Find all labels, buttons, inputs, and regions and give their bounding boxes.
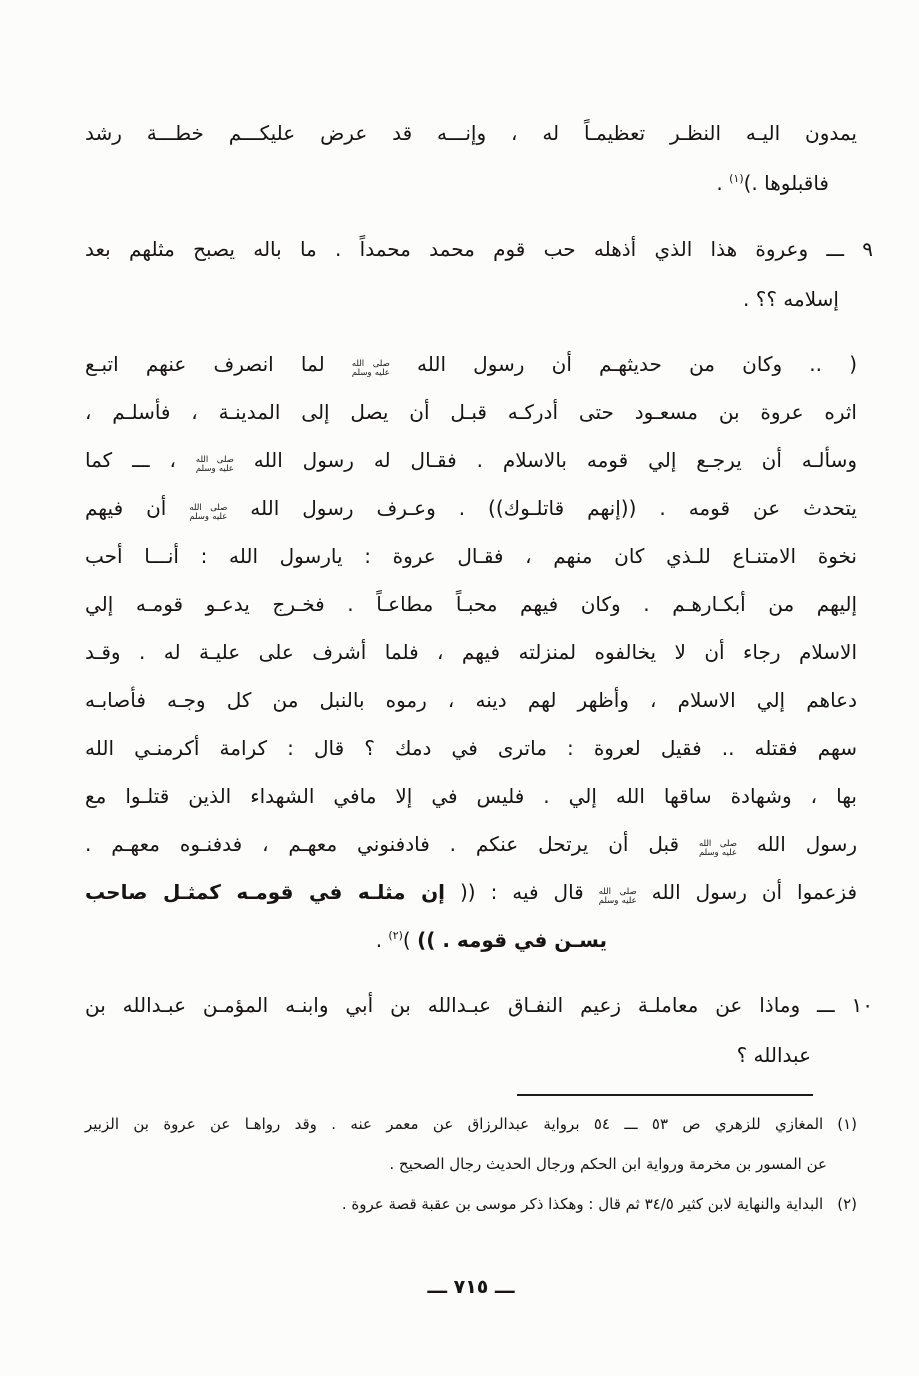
footnote-marker: (١): [837, 1115, 857, 1133]
text-line: [85, 724, 857, 772]
saw-honorific-icon: صلى الله عليه وسلم: [698, 839, 737, 858]
text-line: [85, 628, 857, 676]
text-run: قبل أن يرتحل عنكم . فادفنوني معهـم ، فدفنـوه معهـم .: [85, 832, 699, 856]
footnote-ref: (٢): [388, 929, 403, 942]
item-10: [85, 980, 873, 1080]
text-run: أن فيهم: [85, 496, 190, 520]
text-run: ( .. وكان من حديثهـم أن رسول الله: [389, 352, 857, 376]
text-run: يمدون اليـه النظـر تعظيمـاً له ، وإنـــه قد عرض عليكـــم خطـــة رشد: [85, 121, 857, 145]
saw-honorific-icon: صلى الله عليه وسلم: [351, 359, 390, 378]
item-9: [85, 224, 873, 324]
text-line: [85, 340, 857, 388]
text-run: وسألـه أن يرجـع إلي قومه بالاسلام . فقـال له رسول الله: [233, 448, 857, 472]
text-line: [85, 916, 857, 964]
text-line: [85, 980, 873, 1030]
emphasized-text: إن مثلـه في قومـه كمثـل صاحب: [85, 880, 446, 904]
text-run: يتحدث عن قومه . ((إنهم قاتلـوك)) . وعـرف رسول الله: [227, 496, 857, 520]
text-run: لما انصرف عنهم اتبـع: [85, 352, 352, 376]
text-run: بها ، وشهادة ساقها الله إلي . فليس في إلا مافي الشهداء الذين قتلـوا مع: [85, 784, 857, 808]
text-line: [85, 580, 857, 628]
footnote-separator: [517, 1094, 813, 1096]
emphasized-text: يسـن في قومه . )): [417, 928, 607, 952]
paragraph-continuation: [85, 108, 857, 208]
text-run: ): [402, 928, 418, 952]
text-run: إسلامه ؟؟ .: [743, 287, 839, 311]
footnote-list: [85, 1104, 857, 1224]
footnote-2: [85, 1184, 857, 1224]
text-line: [85, 1184, 857, 1224]
text-run: اثره عروة بن مسعـود حتى أدركـه قبـل أن يصل إلى المدينـة ، فأسلـم ،: [85, 400, 857, 424]
text-line: [85, 820, 857, 868]
footnote-ref: (١): [729, 172, 744, 185]
saw-honorific-icon: صلى الله عليه وسلم: [195, 455, 234, 474]
text-line: [85, 1104, 857, 1144]
text-line: [85, 484, 857, 532]
text-run: .: [716, 171, 730, 195]
text-run: الاسلام رجاء أن لا يخالفوه لمنزلته فيهم ، فلما أشرف على عليـة له . وقـد: [85, 640, 857, 664]
text-run: دعاهم إلي الاسلام ، وأظهر لهم دينه ، رموه بالنبل من كل وجـه فأصابـه: [85, 688, 857, 712]
text-run: قال فيه : ((: [445, 880, 599, 904]
text-line: [85, 1144, 857, 1184]
text-run: عبدالله ؟: [736, 1043, 811, 1067]
text-run: نخوة الامتنـاع للـذي كان منهم ، فقـال عروة : يارسول الله : أنـــا أحب: [85, 544, 857, 568]
text-run: سهم فقتله .. فقيل لعروة : ماترى في دمك ؟ قال : كرامة أكرمنـي الله: [85, 736, 857, 760]
saw-honorific-icon: صلى الله عليه وسلم: [598, 887, 637, 906]
text-line: [85, 274, 873, 324]
page-number: ـــ ٧١٥ ـــ: [427, 1276, 515, 1298]
saw-honorific-icon: صلى الله عليه وسلم: [189, 503, 228, 522]
footnote-marker: (٢): [837, 1195, 857, 1213]
text-run: ١٠ ـــ وماذا عن معاملـة زعيم النفـاق عبـدالله بن أبي وابنـه المؤمـن عبـدالله بن: [85, 993, 873, 1017]
text-run: .: [375, 928, 389, 952]
text-run: المغازي للزهري ص ٥٣ ـــ ٥٤ برواية عبدالرزاق عن معمر عنه . وقد رواهـا عن عروة بن الزبير: [85, 1115, 824, 1133]
body-text: [85, 108, 873, 1080]
text-line: [85, 436, 857, 484]
text-line: [85, 868, 857, 916]
text-run: فاقبلوها .): [743, 171, 829, 195]
text-line: [85, 532, 857, 580]
text-line: [85, 158, 857, 208]
quote-passage: [85, 340, 857, 964]
text-line: [85, 388, 857, 436]
text-run: ، ـــ كما: [85, 448, 196, 472]
text-line: [85, 1030, 873, 1080]
text-line: [85, 676, 857, 724]
text-line: [85, 224, 873, 274]
text-run: عن المسور بن مخرمة ورواية ابن الحكم ورجال الحديث رجال الصحيح .: [389, 1155, 827, 1173]
text-run: البداية والنهاية لابن كثير ٣٤/٥ ثم قال : وهكذا ذكر موسى بن عقبة قصة عروة .: [341, 1195, 824, 1213]
text-run: فزعموا أن رسول الله: [636, 880, 858, 904]
text-line: [85, 108, 857, 158]
footnotes: [85, 1094, 857, 1224]
text-run: ٩ ـــ وعروة هذا الذي أذهله حب قوم محمد محمداً . ما باله يصبح مثلهم بعد: [85, 237, 873, 261]
text-run: إليهم من أبكـارهـم . وكان فيهم محبـاً مطاعـاً . فخـرج يدعـو قومـه إلي: [85, 592, 857, 616]
footnote-1: [85, 1104, 857, 1184]
text-run: رسول الله: [736, 832, 857, 856]
text-line: [85, 772, 857, 820]
